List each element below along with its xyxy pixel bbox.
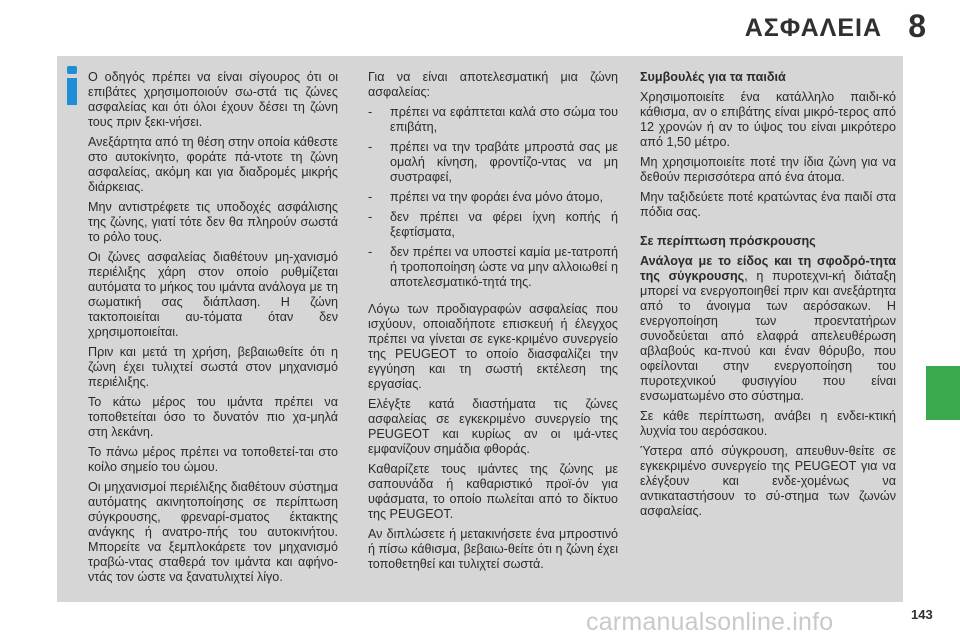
chapter-number: 8 (908, 8, 926, 44)
list-item: - πρέπει να εφάπτεται καλά στο σώμα του επιβάτη, (368, 105, 618, 135)
list-item: - δεν πρέπει να υποστεί καμία με-τατροπή ή τροποποίηση ώστε να μην αλλοιωθεί η αποτελεσματικό-τητά της. (368, 245, 618, 290)
paragraph: Το κάτω μέρος του ιμάντα πρέπει να τοποθετείται όσο το δυνατόν πιο χα-μηλά στη λεκάνη. (88, 395, 338, 439)
chapter-tab (926, 366, 960, 420)
paragraph: Καθαρίζετε τους ιμάντες της ζώνης με σαπουνάδα ή καθαριστικό προϊ-όν για υφάσματα, το οποίο πωλείται από το δίκτυο της PEUGEOT. (368, 462, 618, 521)
list-item: - πρέπει να την φοράει ένα μόνο άτομο, (368, 190, 618, 205)
paragraph: Ελέγξτε κατά διαστήματα τις ζώνες ασφαλείας σε εγκεκριμένο συνεργείο της PEUGEOT και κυρίως αν οι ιμά-ντες εμφανίζουν σημάδια φθοράς. (368, 397, 618, 456)
page-number: 143 (911, 607, 933, 622)
paragraph: Το πάνω μέρος πρέπει να τοποθετεί-ται στο κοίλο σημείο του ώμου. (88, 445, 338, 474)
paragraph: Ο οδηγός πρέπει να είναι σίγουρος ότι οι επιβάτες χρησιμοποιούν σω-στά τις ζώνες ασφαλείας και ότι όλοι έχουν δέσει τη ζώνη τους πριν ξεκι-νήσει. (88, 70, 338, 129)
list-item: - πρέπει να την τραβάτε μπροστά σας με ομαλή κίνηση, φροντίζο-ντας να μη συστραφεί, (368, 140, 618, 185)
paragraph: Λόγω των προδιαγραφών ασφαλείας που ισχύουν, οποιαδήποτε επισκευή ή έλεγχος πρέπει να γίνεται σε εγκε-κριμένο συνεργείο της PEUGEOT το οποίο διασφαλίζει την εγγύηση και τη σωστή εκτέλεση της εργασίας. (368, 302, 618, 391)
column-1 (88, 70, 338, 590)
section-title: ΑΣΦΑΛΕΙΑ (744, 14, 882, 42)
children-heading: Συμβουλές για τα παιδιά (640, 70, 786, 84)
collision-paragraph (640, 254, 896, 404)
paragraph: Αν διπλώσετε ή μετακινήσετε ένα μπροστινό ή πίσω κάθισμα, βεβαιω-θείτε ότι η ζώνη έχει τοποθετηθεί και τυλιχτεί σωστά. (368, 527, 618, 571)
paragraph: Οι ζώνες ασφαλείας διαθέτουν μη-χανισμό περιέλιξης χάρη στον οποίο ρυθμίζεται αυτόματα το μήκος του ιμάντα ανάλογα με τη σωματική σας διάπλαση. Η ζώνη τακτοποιείται αυ-τόματα όταν δεν χρησιμοποιείται. (88, 250, 338, 339)
page-header (0, 0, 960, 56)
paragraph: Μην αντιστρέφετε τις υποδοχές ασφάλισης της ζώνης, γιατί τότε δεν θα πληρούν σωστά το ρόλο τους. (88, 200, 338, 244)
paragraph: Ανεξάρτητα από τη θέση στην οποία κάθεστε στο αυτοκίνητο, φοράτε πά-ντοτε τη ζώνη ασφαλείας, ακόμη και για διαδρομές μικρής διάρκειας. (88, 135, 338, 194)
column-2 (368, 70, 618, 577)
paragraph: Πριν και μετά τη χρήση, βεβαιωθείτε ότι η ζώνη έχει τυλιχτεί σωστά στον μηχανισμό περιέλιξης. (88, 345, 338, 389)
paragraph: Σε κάθε περίπτωση, ανάβει η ενδει-κτική λυχνία του αερόσακου. (640, 409, 896, 438)
paragraph: Μην ταξιδεύετε ποτέ κρατώντας ένα παιδί στα πόδια σας. (640, 190, 896, 219)
paragraph: Μη χρησιμοποιείτε ποτέ την ίδια ζώνη για να δεθούν περισσότερα από ένα άτομα. (640, 155, 896, 184)
collision-heading: Σε περίπτωση πρόσκρουσης (640, 234, 816, 248)
column-3 (640, 70, 896, 524)
collision-lead-bold: Ανάλογα με το είδος και τη σφοδρό-τητα της σύγκρουσης (640, 254, 896, 283)
paragraph: Χρησιμοποιείτε ένα κατάλληλο παιδι-κό κάθισμα, αν ο επιβάτης είναι μικρό-τερος από 12 χρονών ή αν το ύψος του είναι μικρότερο από 1,50 μέτρο. (640, 90, 896, 149)
list-intro: Για να είναι αποτελεσματική μια ζώνη ασφαλείας: (368, 70, 618, 99)
requirements-list (368, 105, 618, 290)
info-icon (64, 66, 80, 106)
paragraph: Ύστερα από σύγκρουση, απευθυν-θείτε σε εγκεκριμένο συνεργείο της PEUGEOT για να ελέγξουν και ενδε-χομένως να αντικαταστήσουν το σύ-στημα των ζωνών ασφαλείας. (640, 444, 896, 518)
collision-lead-rest: , η πυροτεχνι-κή διάταξη μπορεί να ενεργοποιηθεί πριν και ανεξάρτητα από το άνοιγμα των αερόσακων. Η ενεργοποίηση των προεντατήρων συνοδεύεται από ελαφρά απελευθέρωση αβλαβούς κα-πνού και έναν θόρυβο, που οφείλονται στην ενεργοποίηση του πυροτεχνικού φυσιγγίου που είναι ενσωματωμένο στο σύστημα. (640, 269, 896, 403)
list-item: - δεν πρέπει να φέρει ίχνη κοπής ή ξεφτίσματα, (368, 210, 618, 240)
paragraph: Οι μηχανισμοί περιέλιξης διαθέτουν σύστημα αυτόματης ακινητοποίησης σε περίπτωση σύγκρουσης, φρεναρί-σματος έκτακτης ανάγκης ή ανατρο-πής του αυτοκινήτου. Μπορείτε να ξεμπλοκάρετε τον μηχανισμό τραβώ-ντας σταθερά τον ιμάντα και αφήνο-ντάς τον ώστε να ξανατυλιχτεί λίγο. (88, 480, 338, 584)
watermark: carmanualsonline.info (586, 608, 834, 636)
